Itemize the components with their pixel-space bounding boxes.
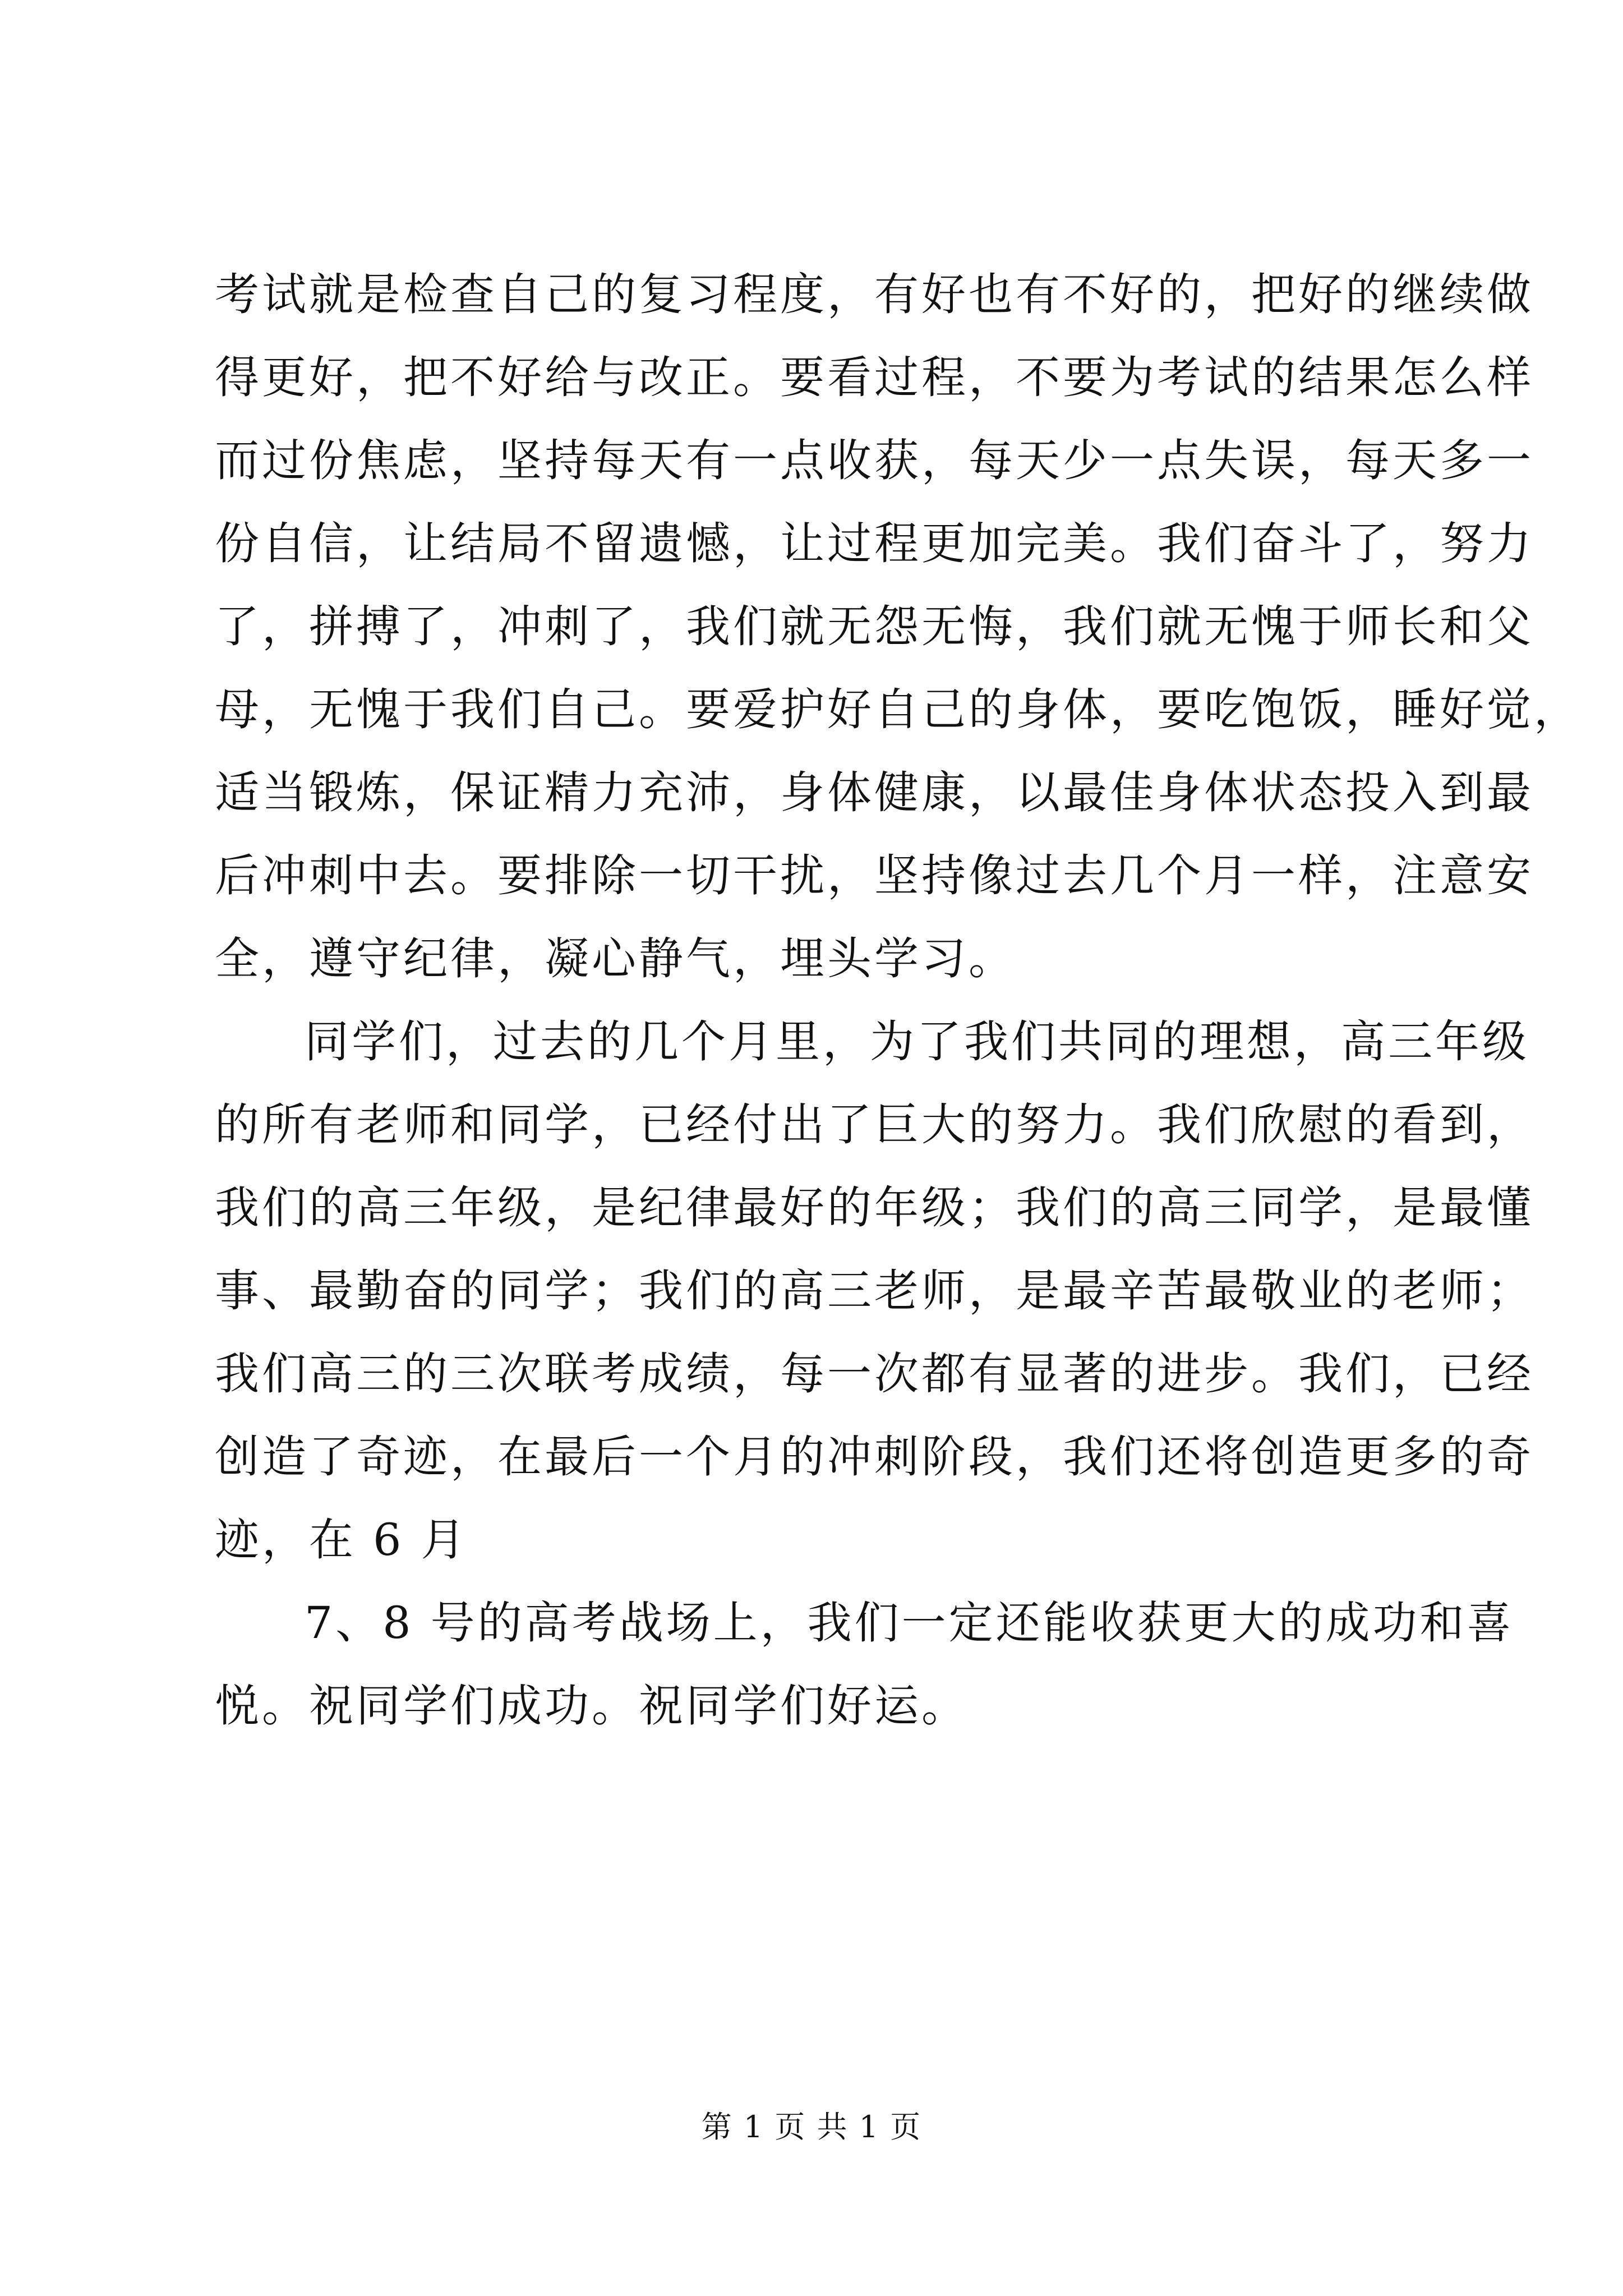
- text-line: 的所有老师和同学，已经付出了巨大的努力。我们欣慰的看到，: [215, 1099, 1534, 1151]
- text-line: 悦。祝同学们成功。祝同学们好运。: [215, 1680, 969, 1732]
- text-line: 后冲刺中去。要排除一切干扰，坚持像过去几个月一样，注意安: [215, 850, 1534, 901]
- paragraph-first-line: 同学们，过去的几个月里，为了我们共同的理想，高三年级: [305, 1016, 1529, 1068]
- text-line: 份自信，让结局不留遗憾，让过程更加完美。我们奋斗了，努力: [215, 518, 1534, 569]
- text-line: 得更好，把不好给与改正。要看过程，不要为考试的结果怎么样: [215, 352, 1534, 403]
- text-line: 而过份焦虑，坚持每天有一点收获，每天少一点失误，每天多一: [215, 435, 1534, 486]
- text-line: 母，无愧于我们自己。要爱护好自己的身体，要吃饱饭，睡好觉，: [215, 684, 1581, 735]
- page-footer: 第 1 页 共 1 页: [701, 2109, 922, 2145]
- text-line: 迹，在 6 月: [215, 1514, 468, 1566]
- text-line: 全，遵守纪律，凝心静气，埋头学习。: [215, 933, 1016, 984]
- text-line: 我们高三的三次联考成绩，每一次都有显著的进步。我们，已经: [215, 1348, 1534, 1400]
- text-line: 适当锻炼，保证精力充沛，身体健康，以最佳身体状态投入到最: [215, 767, 1534, 818]
- text-line: 我们的高三年级，是纪律最好的年级；我们的高三同学，是最懂: [215, 1182, 1534, 1234]
- text-line: 了，拼搏了，冲刺了，我们就无怨无悔，我们就无愧于师长和父: [215, 601, 1534, 652]
- text-line: 事、最勤奋的同学；我们的高三老师，是最辛苦最敬业的老师；: [215, 1265, 1534, 1317]
- text-line: 考试就是检查自己的复习程度，有好也有不好的，把好的继续做: [215, 269, 1534, 320]
- paragraph-first-line: 7、8 号的高考战场上，我们一定还能收获更大的成功和喜: [305, 1597, 1514, 1649]
- text-line: 创造了奇迹，在最后一个月的冲刺阶段，我们还将创造更多的奇: [215, 1431, 1534, 1483]
